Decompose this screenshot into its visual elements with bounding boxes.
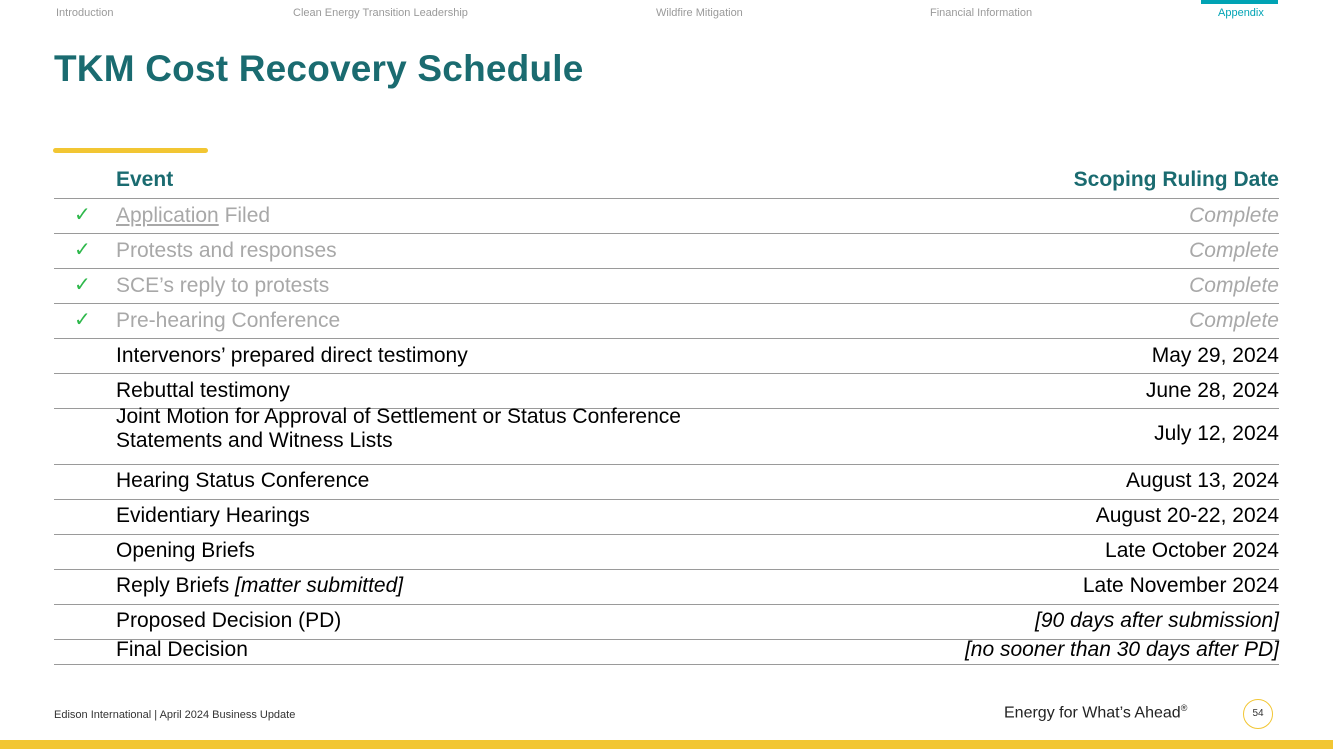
- footer-tagline: [1004, 703, 1187, 722]
- event-text: Filed: [218, 204, 271, 227]
- registered-mark: ®: [1180, 703, 1188, 713]
- event-line-2: Statements and Witness Lists: [116, 429, 393, 452]
- table-row: [54, 304, 1279, 339]
- application-link[interactable]: Application: [116, 204, 219, 227]
- table-row: [54, 405, 1279, 465]
- date-cell: August 13, 2024: [1126, 469, 1279, 492]
- footer-text: Edison International | April 2024 Business Update: [54, 709, 296, 721]
- date-cell: August 20-22, 2024: [1095, 504, 1279, 527]
- event-cell: Final Decision: [116, 638, 248, 661]
- event-cell: Protests and responses: [116, 239, 337, 262]
- event-cell: Pre-hearing Conference: [116, 309, 341, 332]
- event-cell: Hearing Status Conference: [116, 469, 370, 492]
- checkmark-icon: ✓: [74, 204, 91, 226]
- date-cell: Complete: [1189, 309, 1279, 332]
- bottom-accent-bar: [0, 740, 1333, 749]
- checkmark-icon: ✓: [74, 274, 91, 296]
- page-number: 54: [1243, 699, 1273, 729]
- date-cell: [90 days after submission]: [1035, 609, 1279, 632]
- checkmark-icon: ✓: [74, 239, 91, 261]
- date-cell: Late October 2024: [1105, 539, 1279, 562]
- event-text: Reply Briefs: [116, 574, 236, 597]
- table-row: [54, 570, 1279, 605]
- event-cell: Intervenors’ prepared direct testimony: [116, 344, 468, 367]
- event-cell: Proposed Decision (PD): [116, 609, 342, 632]
- tagline-text: Energy for What’s Ahead: [1004, 704, 1181, 722]
- date-cell: June 28, 2024: [1145, 379, 1279, 402]
- date-cell: Late November 2024: [1082, 574, 1279, 597]
- nav-item-clean-energy-transition-leadership[interactable]: Clean Energy Transition Leadership: [293, 7, 468, 19]
- table-row: [54, 234, 1279, 269]
- event-cell: [116, 574, 403, 598]
- table-row: [54, 339, 1279, 374]
- date-cell: Complete: [1189, 204, 1279, 227]
- table-row: [54, 640, 1279, 665]
- nav-item-financial-information[interactable]: Financial Information: [930, 7, 1033, 19]
- event-cell: SCE’s reply to protests: [116, 274, 330, 297]
- header-event: Event: [116, 168, 174, 191]
- table-row: [54, 465, 1279, 500]
- date-cell: Complete: [1189, 239, 1279, 262]
- table-row: [54, 374, 1279, 409]
- nav-item-wildfire-mitigation[interactable]: Wildfire Mitigation: [656, 7, 743, 19]
- nav-active-indicator: [1201, 0, 1278, 4]
- event-note: [matter submitted]: [235, 574, 404, 597]
- checkmark-icon: ✓: [74, 309, 91, 331]
- event-cell: [116, 204, 270, 228]
- event-cell: Rebuttal testimony: [116, 379, 290, 402]
- event-cell: [116, 405, 681, 453]
- date-cell: July 12, 2024: [1154, 422, 1279, 445]
- event-line-1: Joint Motion for Approval of Settlement or Status Conference: [116, 405, 681, 428]
- table-row: [54, 500, 1279, 535]
- nav-item-appendix[interactable]: Appendix: [1218, 7, 1264, 19]
- date-cell: [no sooner than 30 days after PD]: [964, 638, 1279, 661]
- table-row: [54, 269, 1279, 304]
- table-row: [54, 199, 1279, 234]
- date-cell: May 29, 2024: [1151, 344, 1279, 367]
- title-accent-line: [53, 148, 208, 153]
- header-scoping-ruling-date: Scoping Ruling Date: [1073, 168, 1279, 191]
- date-cell: Complete: [1189, 274, 1279, 297]
- table-row: [54, 535, 1279, 570]
- event-cell: Opening Briefs: [116, 539, 255, 562]
- nav-item-introduction[interactable]: Introduction: [56, 7, 114, 19]
- page-title: TKM Cost Recovery Schedule: [54, 48, 584, 89]
- top-navigation: [0, 0, 1333, 24]
- table-header-row: [54, 160, 1279, 199]
- event-cell: Evidentiary Hearings: [116, 504, 310, 527]
- table-row: [54, 605, 1279, 640]
